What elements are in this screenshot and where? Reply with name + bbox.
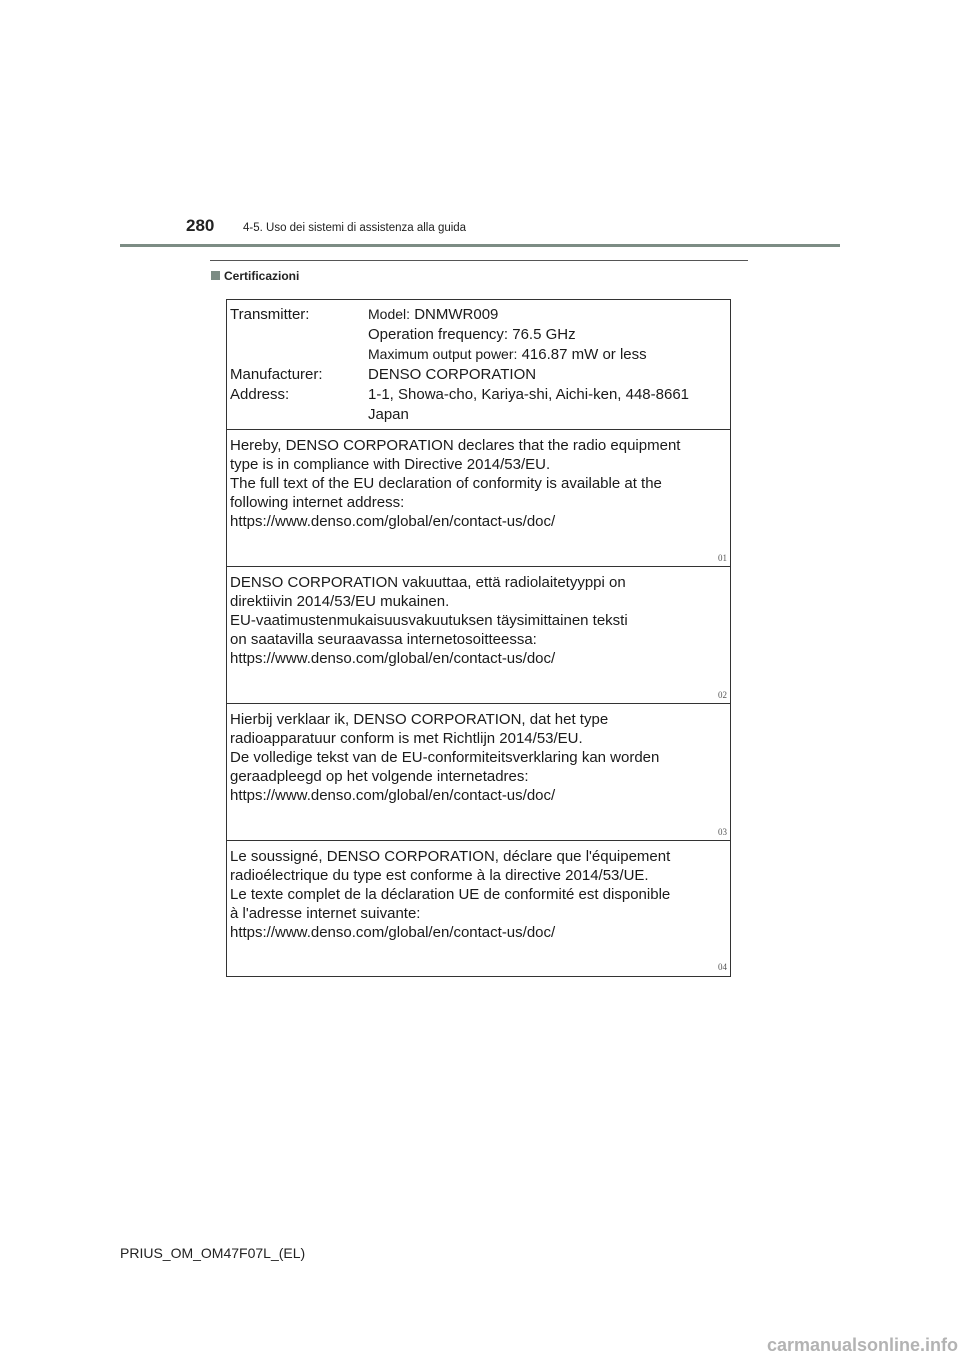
declaration-line: direktiivin 2014/53/EU mukainen. xyxy=(230,593,450,610)
declaration-line: The full text of the EU declaration of conformity is available at the xyxy=(230,475,662,492)
address-label: Address: xyxy=(230,386,290,403)
power-label: Maximum output power: xyxy=(368,346,518,362)
declaration-line: DENSO CORPORATION vakuuttaa, että radiolaitetyyppi on xyxy=(230,574,626,591)
manufacturer-label: Manufacturer: xyxy=(230,366,323,383)
manufacturer-value: DENSO CORPORATION xyxy=(368,366,537,383)
power-value-group xyxy=(368,346,647,363)
section-rule xyxy=(210,260,748,261)
section-code: 02 xyxy=(718,690,727,700)
declaration-url: https://www.denso.com/global/en/contact-us/doc/ xyxy=(230,787,556,804)
header-rule xyxy=(120,244,840,247)
declaration-line: radioélectrique du type est conforme à la directive 2014/53/UE. xyxy=(230,867,649,884)
declaration-line: type is in compliance with Directive 2014/53/EU. xyxy=(230,456,551,473)
declaration-line: Le soussigné, DENSO CORPORATION, déclare que l'équipement xyxy=(230,848,671,865)
declaration-url: https://www.denso.com/global/en/contact-us/doc/ xyxy=(230,650,556,667)
declaration-line: EU-vaatimustenmukaisuusvakuutuksen täysimittainen teksti xyxy=(230,612,628,629)
certification-box xyxy=(226,299,731,977)
model-value-group xyxy=(368,306,498,323)
model-label: Model: xyxy=(368,306,411,322)
declaration-fr xyxy=(227,841,730,975)
document-code: PRIUS_OM_OM47F07L_(EL) xyxy=(120,1245,306,1261)
address-line-2: Japan xyxy=(368,406,409,423)
declaration-line: Le texte complet de la déclaration UE de conformité est disponible xyxy=(230,886,671,903)
page-number: 280 xyxy=(186,216,215,235)
declaration-line: Hereby, DENSO CORPORATION declares that the radio equipment xyxy=(230,437,681,454)
watermark-text: carmanualsonline.info xyxy=(766,1335,958,1355)
transmitter-info xyxy=(227,300,730,430)
section-code: 03 xyxy=(718,827,727,837)
declaration-text xyxy=(230,573,628,668)
section-heading xyxy=(211,269,299,283)
declaration-fi xyxy=(227,567,730,704)
declaration-line: à l'adresse internet suivante: xyxy=(230,905,421,922)
section-code: 04 xyxy=(718,962,727,972)
declaration-line: radioapparatuur conform is met Richtlijn 2014/53/EU. xyxy=(230,730,583,747)
address-line-1: 1-1, Showa-cho, Kariya-shi, Aichi-ken, 448-8661 xyxy=(368,386,690,403)
declaration-url: https://www.denso.com/global/en/contact-us/doc/ xyxy=(230,513,556,530)
frequency-text: Operation frequency: 76.5 GHz xyxy=(368,326,576,343)
declaration-url: https://www.denso.com/global/en/contact-us/doc/ xyxy=(230,924,556,941)
power-value: 416.87 mW or less xyxy=(521,346,647,363)
declaration-line: De volledige tekst van de EU-conformiteitsverklaring kan worden xyxy=(230,749,660,766)
declaration-line: on saatavilla seuraavassa internetosoitteessa: xyxy=(230,631,537,648)
section-code: 01 xyxy=(718,553,727,563)
declaration-text xyxy=(230,847,670,942)
declaration-line: geraadpleegd op het volgende internetadres: xyxy=(230,768,529,785)
declaration-text xyxy=(230,436,680,531)
declaration-line: following internet address: xyxy=(230,494,405,511)
model-value: DNMWR009 xyxy=(414,306,499,323)
chapter-title: 4-5. Uso dei sistemi di assistenza alla guida xyxy=(243,222,467,234)
declaration-en xyxy=(227,430,730,567)
square-bullet-icon xyxy=(211,271,220,280)
transmitter-label: Transmitter: xyxy=(230,306,310,323)
declaration-text xyxy=(230,710,659,805)
declaration-nl xyxy=(227,704,730,841)
declaration-line: Hierbij verklaar ik, DENSO CORPORATION, dat het type xyxy=(230,711,609,728)
section-title-text: Certificazioni xyxy=(224,269,300,283)
